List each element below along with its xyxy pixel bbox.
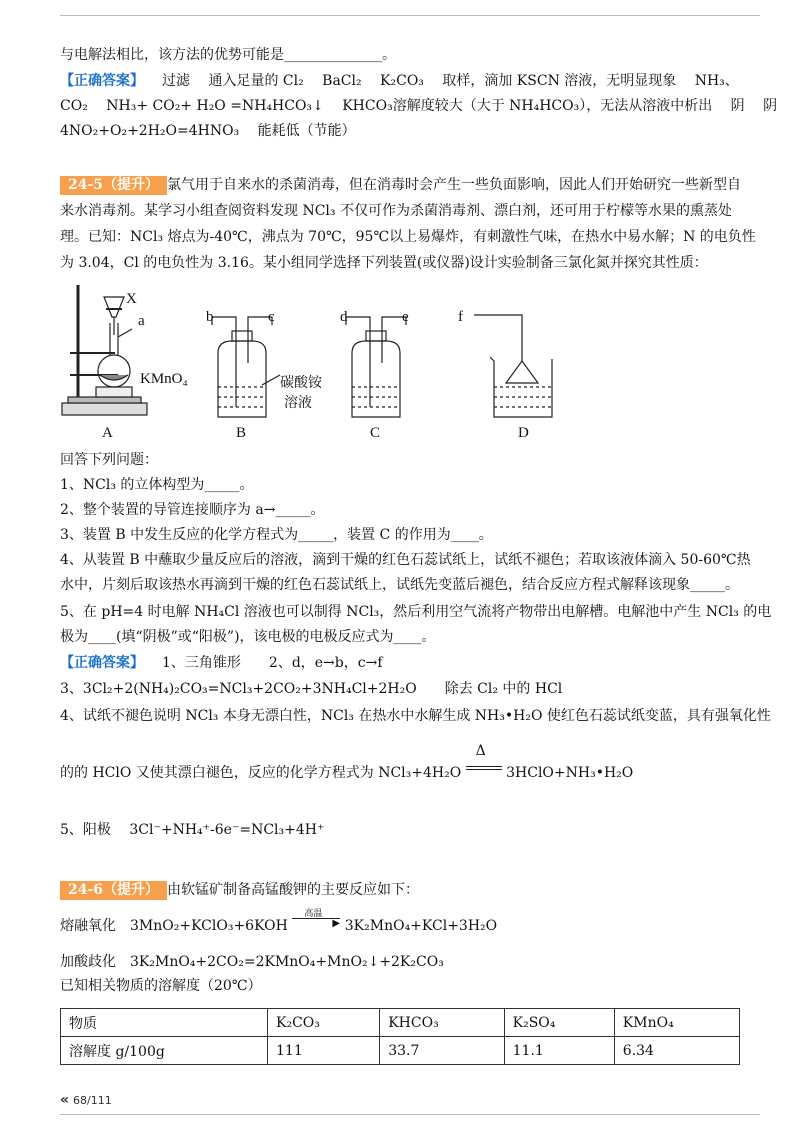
apparatus-D bbox=[474, 315, 552, 417]
intro: 回答下列问题： bbox=[60, 452, 158, 468]
table-cell: 物质 bbox=[61, 1009, 268, 1037]
label-solution-1: 碳酸铵 bbox=[280, 376, 322, 391]
label-d: d bbox=[340, 309, 348, 325]
apparatus-C bbox=[346, 317, 406, 417]
label-D: D bbox=[518, 425, 529, 441]
answer-label: 【正确答案】 bbox=[60, 655, 144, 671]
question-text-4: 为 3.04，Cl 的电负性为 3.16。某小组同学选择下列装置(或仪器)设计实验制备三氯化氮并探究其性质： bbox=[60, 255, 708, 271]
question-text: 氯气用于自来水的杀菌消毒，但在消毒时会产生一些负面影响，因此人们开始研究一些新型自 bbox=[167, 177, 742, 193]
label-kmno4: KMnO₄ bbox=[140, 371, 188, 387]
apparatus-B bbox=[212, 317, 280, 417]
delta-symbol: Δ bbox=[475, 743, 486, 759]
answer2-line-5: 5、阳极 3Cl⁻+NH₄⁺-6e⁻=NCl₃+4H⁺ bbox=[60, 822, 325, 838]
label-b: b bbox=[206, 309, 214, 325]
question-text-3: 理。已知：NCl₃ 熔点为-40℃，沸点为 70℃，95℃以上易爆炸，有刺激性气味，在热水中易水解；N 的电负性 bbox=[60, 229, 756, 245]
table-cell: K₂CO₃ bbox=[268, 1009, 380, 1037]
label-a: a bbox=[138, 313, 145, 329]
table-cell: 111 bbox=[268, 1037, 380, 1065]
question-tag: 24-5（提升） bbox=[60, 176, 167, 195]
subq-4-cont: 水中，片刻后取该热水再滴到干燥的红色石蕊试纸上，试纸先变蓝后褪色，结合反应方程式解释该现象_____。 bbox=[60, 577, 739, 593]
label-X: X bbox=[126, 291, 137, 307]
table-cell: 溶解度 g/100g bbox=[61, 1037, 268, 1065]
solubility-table bbox=[60, 1008, 740, 1065]
subq-4: 4、从装置 B 中蘸取少量反应后的溶液，滴到干燥的红色石蕊试纸上，试纸不褪色；若取该液体滴入 50-60℃热 bbox=[60, 552, 751, 568]
condition-label: 高温 bbox=[304, 909, 323, 919]
table-cell: 11.1 bbox=[504, 1037, 614, 1065]
solubility-intro: 已知相关物质的溶解度（20℃） bbox=[60, 978, 262, 994]
reaction-1 bbox=[60, 909, 498, 936]
subq-5-cont: 极为____(填“阴极”或“阳极”)，该电极的电极反应式为____。 bbox=[60, 629, 436, 645]
label-A: A bbox=[102, 425, 113, 441]
reaction-2: 加酸歧化 3K₂MnO₄+2CO₂=2KMnO₄+MnO₂↓+2K₂CO₃ bbox=[60, 954, 444, 970]
question-text: 由软锰矿制备高锰酸钾的主要反应如下： bbox=[167, 882, 420, 898]
table-cell: KMnO₄ bbox=[614, 1009, 739, 1037]
reaction-1-right: 3K₂MnO₄+KCl+3H₂O bbox=[344, 918, 498, 934]
table-cell: K₂SO₄ bbox=[504, 1009, 614, 1037]
answer-label: 【正确答案】 bbox=[60, 73, 144, 89]
page-footer bbox=[60, 1092, 112, 1108]
answer2-line-4 bbox=[60, 743, 634, 783]
label-solution-2: 溶液 bbox=[284, 396, 312, 411]
table-cell: 33.7 bbox=[380, 1037, 504, 1065]
answer2-line-2: 3、3Cl₂+2(NH₄)₂CO₃=NCl₃+2CO₂+3NH₄Cl+2H₂O 除去 Cl₂ 中的 HCl bbox=[60, 681, 563, 697]
subq-5: 5、在 pH=4 时电解 NH₄Cl 溶液也可以制得 NCl₃，然后利用空气流将产物带出电解槽。电解池中产生 NCl₃ 的电 bbox=[60, 604, 772, 620]
answer-line bbox=[60, 71, 739, 91]
label-c: c bbox=[268, 309, 275, 325]
bottom-rule bbox=[60, 1114, 760, 1115]
label-e: e bbox=[402, 309, 409, 325]
equation-left: 的的 HClO 又使其漂白褪色，反应的化学方程式为 NCl₃+4H₂O bbox=[60, 765, 462, 781]
question-24-5 bbox=[60, 175, 741, 195]
page-number: 68/111 bbox=[73, 1094, 112, 1107]
table-cell: KHCO₃ bbox=[380, 1009, 504, 1037]
table-row bbox=[61, 1037, 740, 1065]
apparatus-figure bbox=[0, 275, 800, 455]
answer-text: 1、三角锥形 2、d，e→b，c→f bbox=[162, 655, 383, 671]
table-cell: 6.34 bbox=[614, 1037, 739, 1065]
answer-line-3: 4NO₂+O₂+2H₂O=4HNO₃ 能耗低（节能） bbox=[60, 123, 356, 139]
answer2-line-3: 4、试纸不褪色说明 NCl₃ 本身无漂白性，NCl₃ 在热水中水解生成 NH₃•H₂O 使红色石蕊试纸变蓝，具有强氧化性 bbox=[60, 708, 771, 724]
table-row bbox=[61, 1009, 740, 1037]
reaction-1-left: 熔融氧化 3MnO₂+KClO₃+6KOH bbox=[60, 918, 288, 934]
label-B: B bbox=[236, 425, 247, 441]
answer-line-2: CO₂ NH₃+ CO₂+ H₂O =NH₄HCO₃↓ KHCO₃溶解度较大（大于 NH₄HCO₃），无法从溶液中析出 阴 阴 bbox=[60, 98, 778, 114]
subq-2: 2、整个装置的导管连接顺序为 a→_____。 bbox=[60, 502, 325, 518]
label-f: f bbox=[458, 309, 463, 325]
subq-3: 3、装置 B 中发生反应的化学方程式为_____，装置 C 的作用为____。 bbox=[60, 527, 493, 543]
label-C: C bbox=[370, 425, 381, 441]
prev-question-tail: 与电解法相比，该方法的优势可能是______________。 bbox=[60, 47, 396, 63]
equation-right: 3HClO+NH₃•H₂O bbox=[506, 765, 634, 781]
chevrons-left-icon: « bbox=[60, 1092, 70, 1108]
question-tag: 24-6（提升） bbox=[60, 881, 167, 900]
question-24-6 bbox=[60, 880, 419, 900]
top-rule bbox=[60, 15, 760, 16]
subq-1: 1、NCl₃ 的立体构型为_____。 bbox=[60, 477, 254, 493]
heat-arrow bbox=[466, 743, 502, 783]
high-temp-arrow: 高温 ▶ bbox=[292, 916, 340, 936]
answer-text: 过滤 通入足量的 Cl₂ BaCl₂ K₂CO₃ 取样，滴加 KSCN 溶液，无明显现象 NH₃、 bbox=[162, 73, 739, 89]
question-text-2: 来水消毒剂。某学习小组查阅资料发现 NCl₃ 不仅可作为杀菌消毒剂、漂白剂，还可用于柠檬等水果的熏蒸处 bbox=[60, 203, 732, 219]
answer2-line-1 bbox=[60, 653, 383, 673]
